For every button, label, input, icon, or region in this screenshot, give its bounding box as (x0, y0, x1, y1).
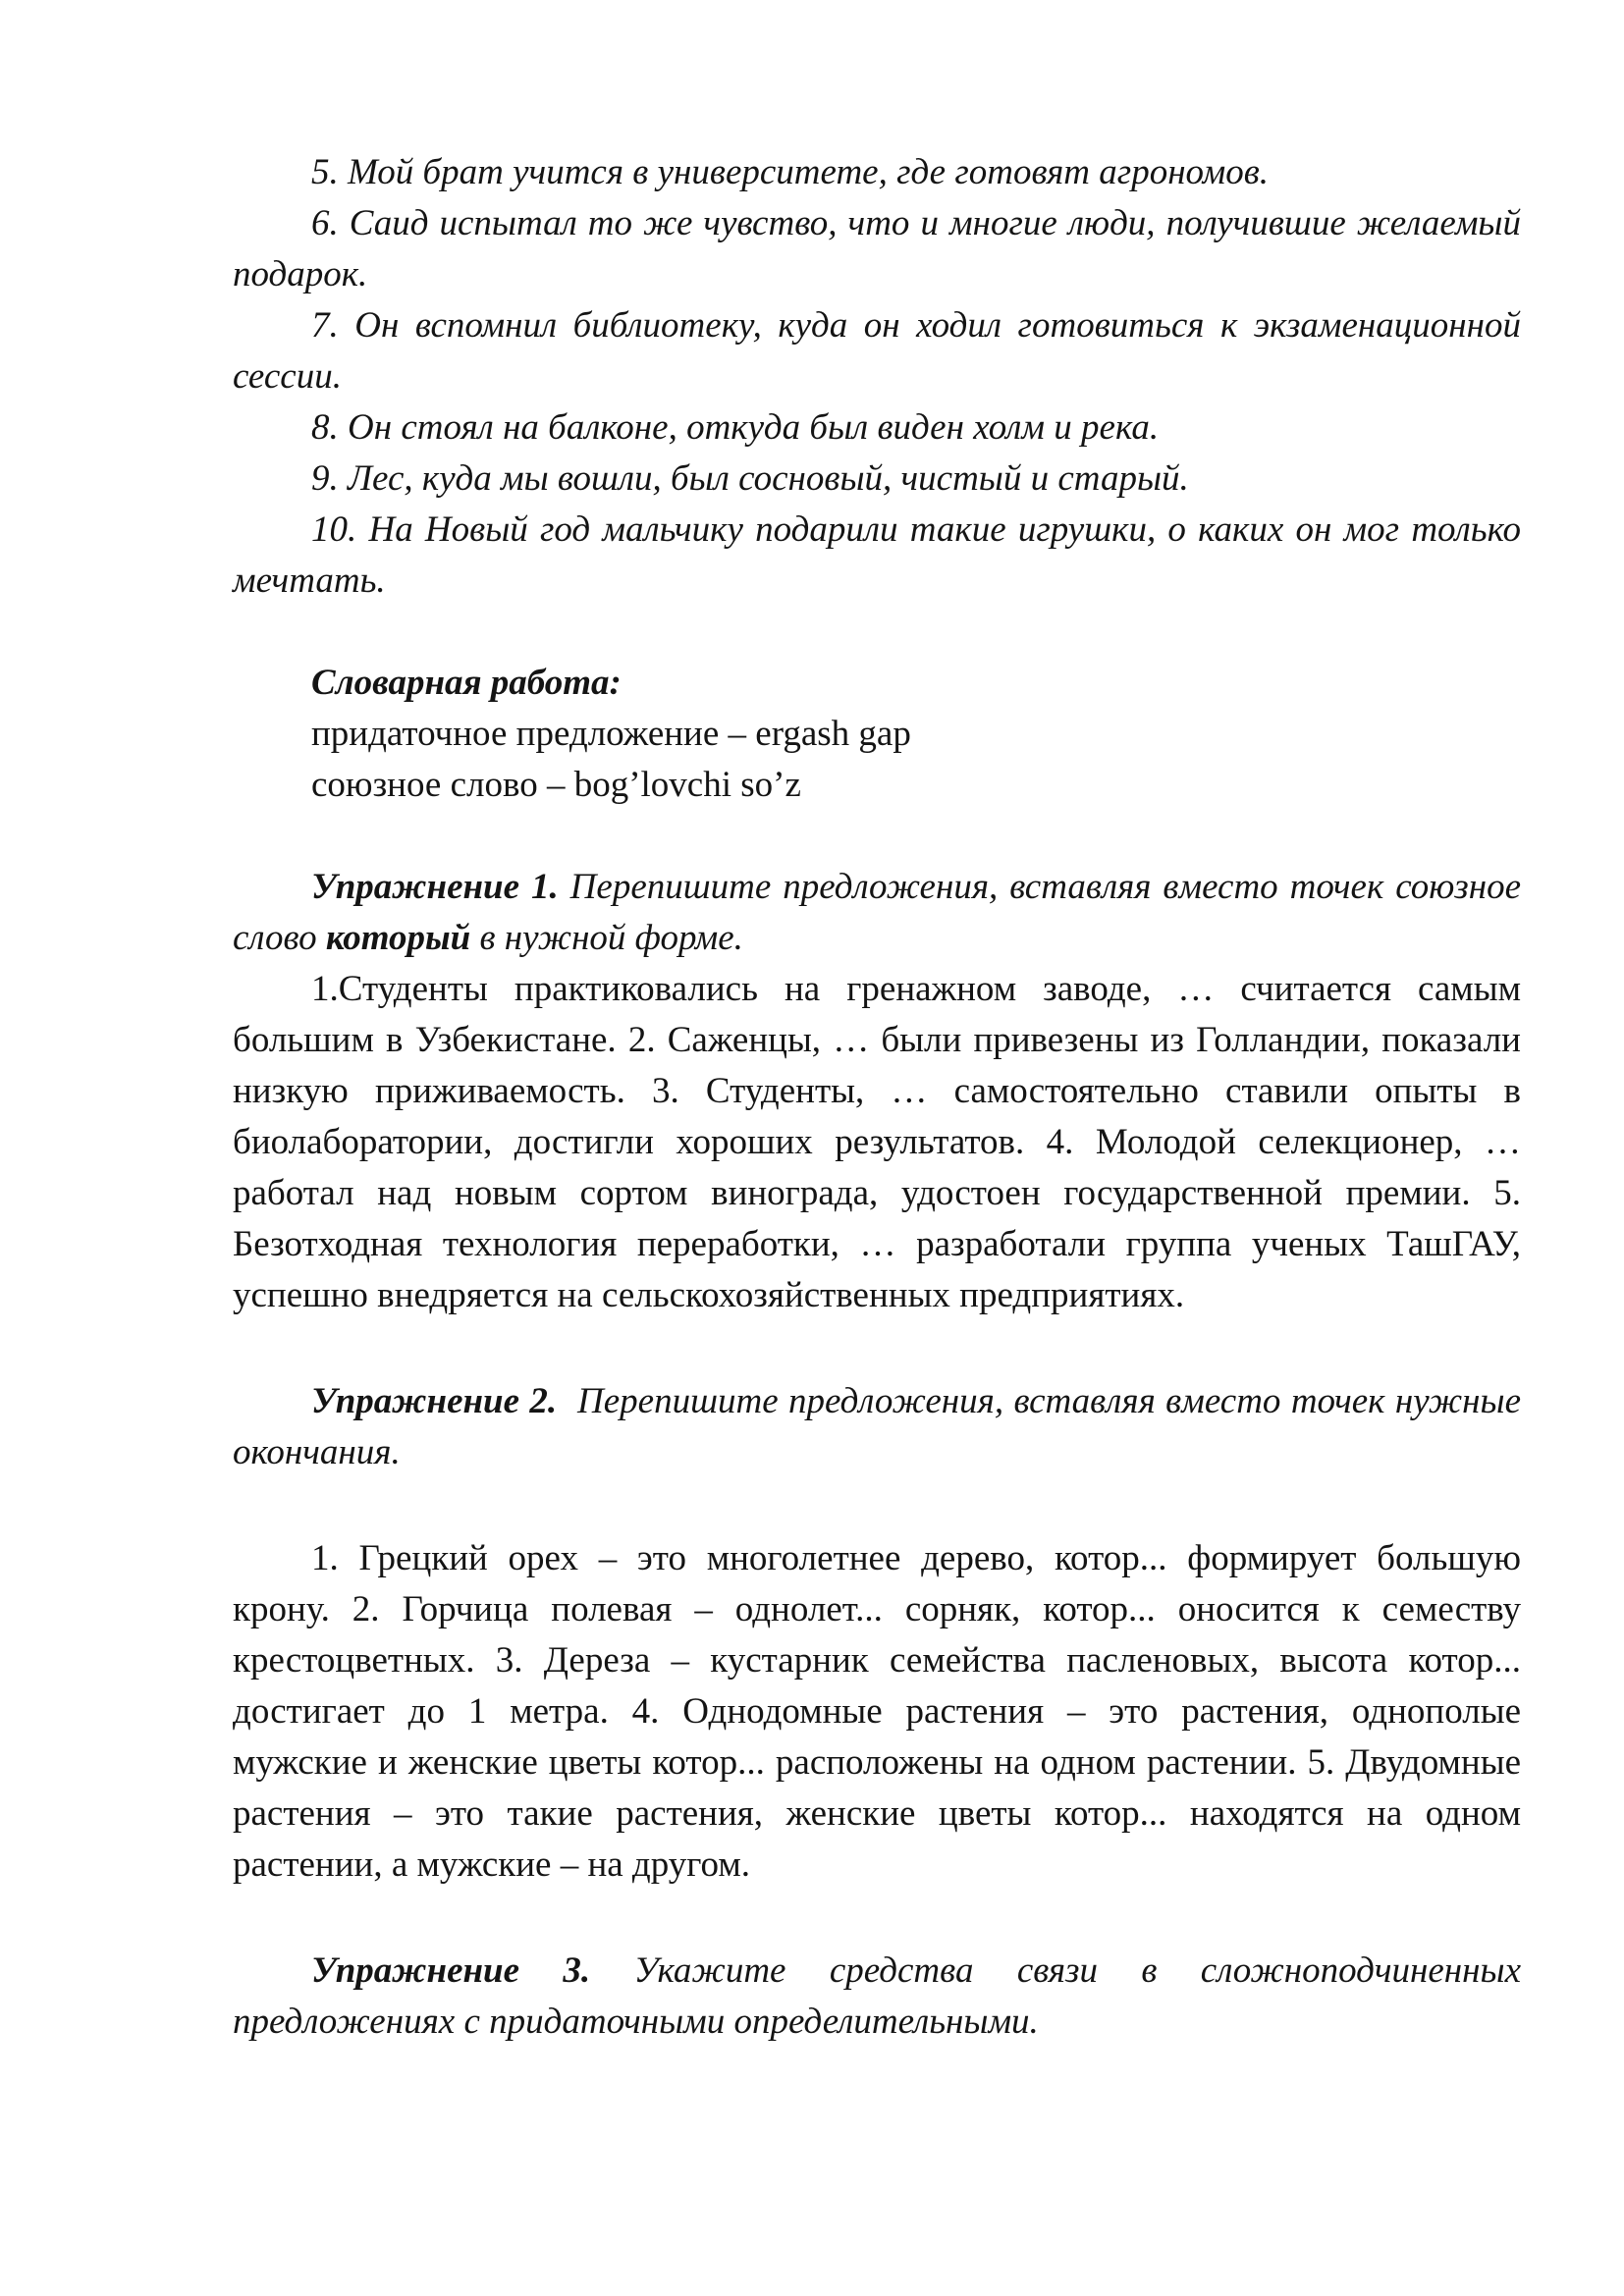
exercise-2-label: Упражнение 2. (311, 1381, 558, 1421)
exercise-1-instruction-a: Перепишите предложения, вставляя вместо точек союзное слово (233, 867, 1522, 958)
exercise-2-heading (233, 1376, 1521, 1478)
document-page (233, 147, 1521, 2048)
exercise-1-instruction-b: в нужной форме. (470, 918, 743, 958)
sentence-9: 9. Лес, куда мы вошли, был сосновый, чистый и старый. (311, 458, 1189, 499)
vocab-item: союзное слово – bog’lovchi so’z (311, 765, 801, 805)
exercise-1-keyword: который (325, 918, 471, 958)
sentence-5: 5. Мой брат учится в университете, где готовят агрономов. (311, 152, 1270, 192)
exercise-2-text: 1. Грецкий орех – это многолетнее дерево, котор... формирует большую крону. 2. Горчица полевая – однолет... сорняк, котор... оносится к семеству крестоцветных. 3. Дереза – кустарник семейства пасленовых, высота котор... достигает до 1 метра. 4. Однодомные растения – это растения, однополые мужские и женские цветы котор... расположены на одном растении. 5. Двудомные растения – это такие растения, женские цветы котор... находятся на одном растении, а мужские – на другом. (233, 1538, 1521, 1885)
exercise-1-heading (233, 862, 1521, 964)
exercise-3-heading (233, 1946, 1521, 2048)
sentence-7: 7. Он вспомнил библиотеку, куда он ходил готовиться к экзаменационной сессии. (233, 305, 1521, 397)
vocab-item: придаточное предложение – ergash gap (311, 714, 911, 754)
sentence-8: 8. Он стоял на балконе, откуда был виден холм и река. (311, 407, 1160, 448)
exercise-3-label: Упражнение 3. (311, 1950, 591, 1991)
vocab-title: Словарная работа: (311, 663, 622, 703)
exercise-2-instruction: Перепишите предложения, вставляя вместо точек нужные окончания. (233, 1381, 1521, 1472)
sentence-6: 6. Саид испытал то же чувство, что и многие люди, получившие желаемый подарок. (233, 203, 1521, 294)
sentence-10: 10. На Новый год мальчику подарили такие игрушки, о каких он мог только мечтать. (233, 509, 1521, 601)
exercise-3-instruction: Укажите средства связи в сложноподчиненных предложениях с придаточными определительными. (233, 1950, 1522, 2042)
exercise-1-label: Упражнение 1. (311, 867, 559, 907)
exercise-1-text: 1.Студенты практиковались на гренажном заводе, … считается самым большим в Узбекистане. 2. Саженцы, … были привезены из Голландии, показали низкую приживаемость. 3. Студенты, … самостоятельно ставили опыты в биолаборатории, достигли хороших результатов. 4. Молодой селекционер, …работал над новым сортом винограда, удостоен государственной премии. 5. Безотходная технология переработки, … разработали группа ученых ТашГАУ, успешно внедряется на сельскохозяйственных предприятиях. (233, 969, 1521, 1315)
